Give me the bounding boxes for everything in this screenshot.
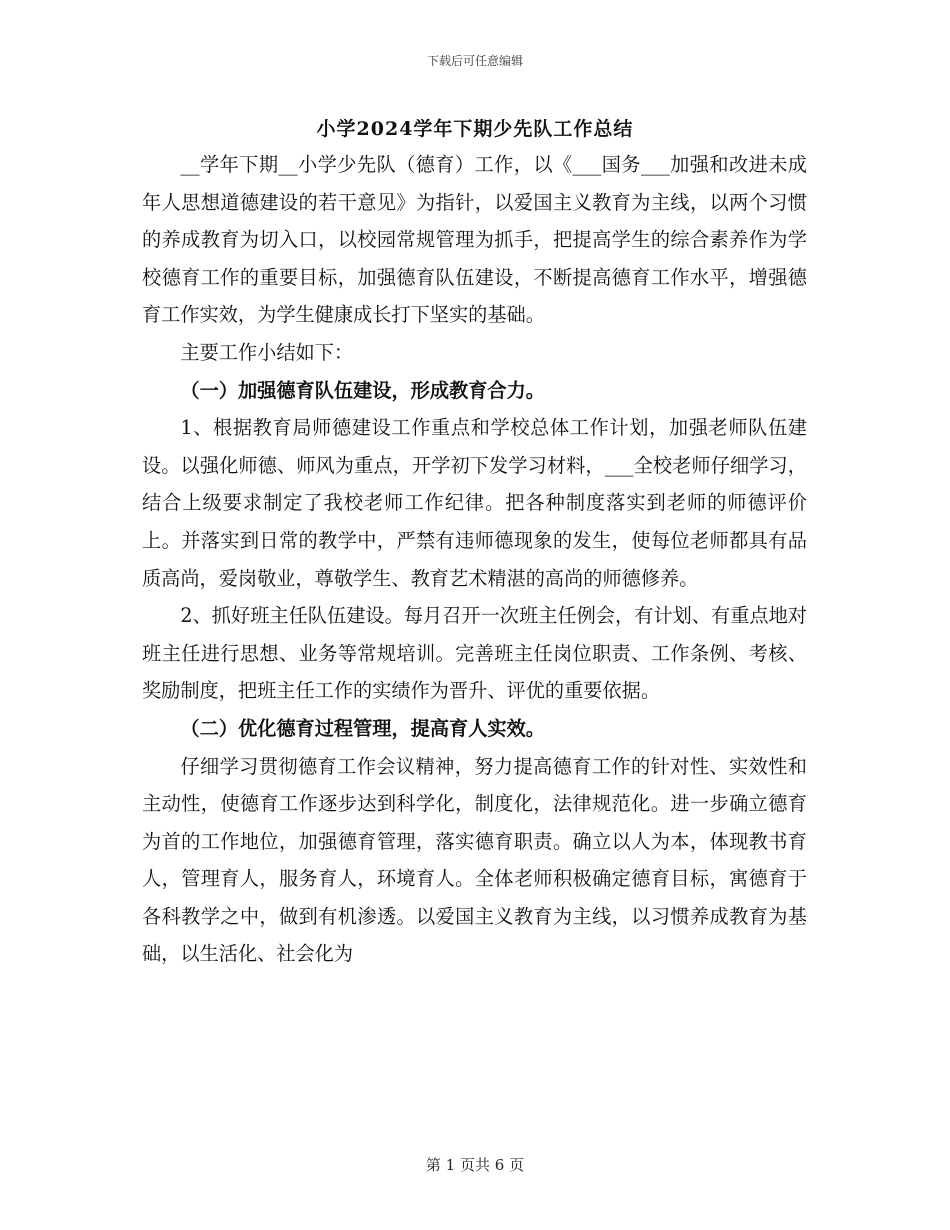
paragraph-summary-lead: 主要工作小结如下： — [180, 340, 354, 364]
section-heading-2: （二）优化德育过程管理，提高育人实效。 — [180, 716, 545, 740]
paragraph-section-2: 仔细学习贯彻德育工作会议精神，努力提高德育工作的针对性、实效性和主动性，使德育工作逐步达到科学化，制度化，法律规范化。进一步确立德育为首的工作地位，加强德育管理，落实德育职责。确立以人为本，体现教书育人，管理育人，服务育人，环境育人。全体老师积极确定德育目标，寓德育于各科教学之中，做到有机渗透。以爱国主义教育为主线，以习惯养成教育为基础，以生活化、社会化为 — [142, 754, 807, 966]
document-body — [142, 146, 807, 973]
paragraph-intro: __学年下期__小学少先队（德育）工作，以《___国务___加强和改进未成年人思想道德建设的若干意见》为指针，以爱国主义教育为主线，以两个习惯的养成教育为切入口，以校园常规管理为抓手，把提高学生的综合素养作为学校德育工作的重要目标，加强德育队伍建设，不断提高德育工作水平，增强德育工作实效，为学生健康成长打下坚实的基础。 — [142, 153, 807, 327]
document-title: 小学2024学年下期少先队工作总结 — [316, 118, 634, 140]
page-number-footer: 第 1 页共 6 页 — [425, 1156, 525, 1174]
section-heading-1: （一）加强德育队伍建设，形成教育合力。 — [180, 378, 545, 402]
paragraph-item-2: 2、抓好班主任队伍建设。每月召开一次班主任例会，有计划、有重点地对班主任进行思想、业务等常规培训。完善班主任岗位职责、工作条例、考核、奖励制度，把班主任工作的实绩作为晋升、评优的重要依据。 — [142, 604, 807, 703]
header-note: 下载后可任意编辑 — [426, 54, 523, 68]
paragraph-item-1: 1、根据教育局师德建设工作重点和学校总体工作计划，加强老师队伍建设。以强化师德、师风为重点，开学初下发学习材料，___全校老师仔细学习，结合上级要求制定了我校老师工作纪律。把各种制度落实到老师的师德评价上。并落实到日常的教学中，严禁有违师德现象的发生，使每位老师都具有品质高尚，爱岗敬业，尊敬学生、教育艺术精湛的高尚的师德修养。 — [142, 416, 807, 590]
